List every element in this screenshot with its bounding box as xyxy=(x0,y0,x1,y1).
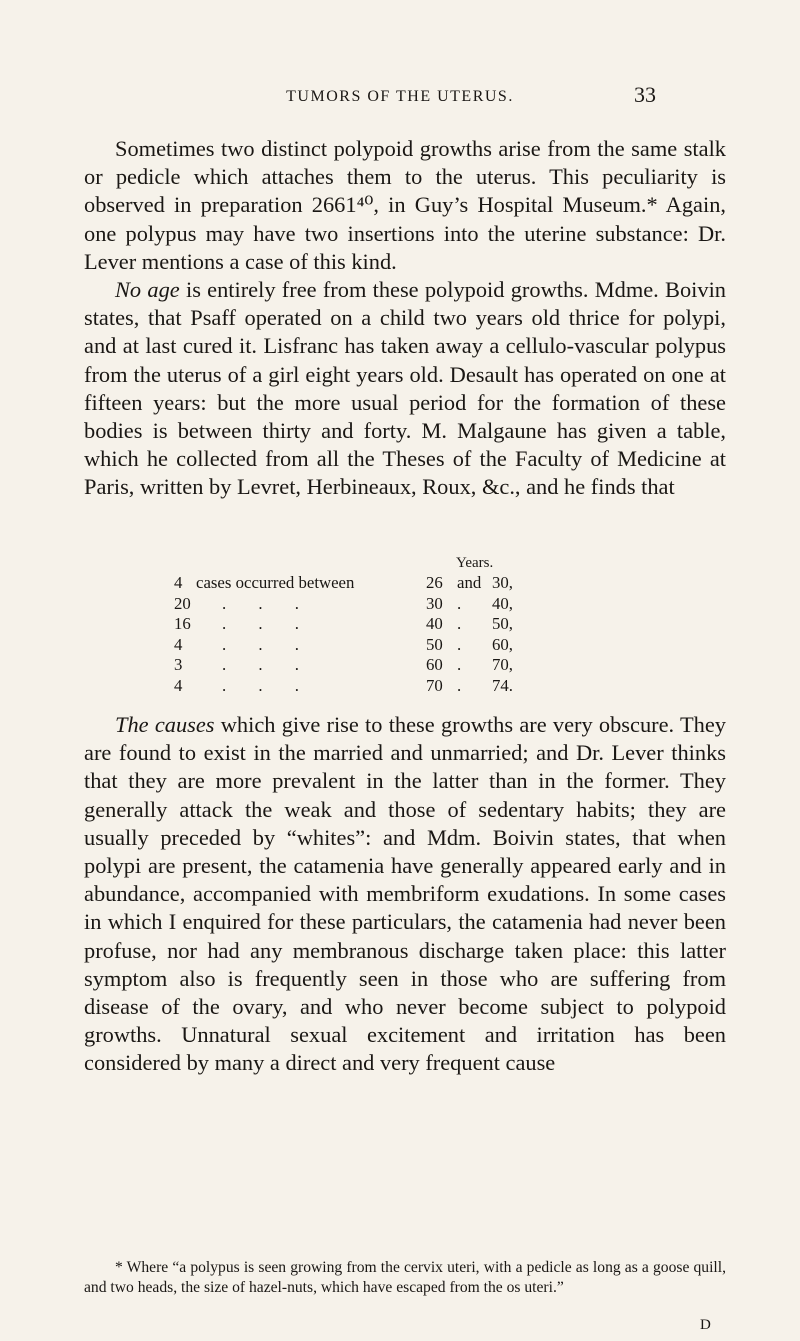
paragraph-3-lead: The causes xyxy=(115,712,215,737)
table-cell-separator: . xyxy=(457,675,462,695)
table-cell-to: 70, xyxy=(492,655,513,675)
table-row xyxy=(174,655,584,676)
table-rows xyxy=(174,573,584,697)
age-table xyxy=(174,553,584,697)
paragraph-3 xyxy=(84,711,726,1078)
table-cell-separator: . xyxy=(457,593,462,613)
table-cell-count: 4 xyxy=(174,573,183,592)
page-header xyxy=(0,82,800,112)
table-cell-separator: . xyxy=(457,614,462,634)
paragraph-2 xyxy=(84,276,726,502)
table-cell-from: 30 xyxy=(426,593,443,613)
signature-mark: D xyxy=(700,1317,711,1333)
table-cell-dots: . . . xyxy=(222,614,299,634)
footnote xyxy=(84,1258,726,1297)
table-cell-words: cases occurred between xyxy=(196,573,355,592)
table-cell-dots: . . . xyxy=(222,634,299,654)
table-cell-to: 30, xyxy=(492,573,513,592)
table-cell-count: 16 xyxy=(174,614,191,634)
years-label: Years. xyxy=(456,555,494,571)
paragraph-3-rest: which give rise to these growths are very obscure. They are found to exist in the married and unmarried; and Dr. Lever thinks that they are more prevalent in the latter than in the former. They generally attack the weak and those of sedentary habits; they are usually preceded by “whites”: and Mdm. Boivin states, that when polypi are present, the catamenia have generally appeared early and in abundance, accompanied with membriform exudations. In some cases in which I enquired for these particulars, the catamenia had never been profuse, nor had any membranous discharge taken place: this latter symptom also is frequently seen in those who are suffering from disease of the ovary, and who never become subject to polypoid growths. Unnatural sexual excitement and irritation has been considered by many a direct and very frequent cause xyxy=(84,712,726,1076)
table-cell-count: 3 xyxy=(174,655,183,675)
table-cell-separator: and xyxy=(457,573,482,592)
table-cell-from: 40 xyxy=(426,614,443,634)
table-cell-separator: . xyxy=(457,655,462,675)
table-cell-from: 70 xyxy=(426,675,443,695)
footnote-text: * Where “a polypus is seen growing from the cervix uteri, with a pedicle as long as a goose quill, and two heads, the size of hazel-nuts, which have escaped from the os uteri.” xyxy=(84,1259,726,1296)
paragraph-2-lead: No age xyxy=(115,277,180,303)
paragraph-2-rest: is entirely free from these polypoid growths. Mdme. Boivin states, that Psaff operated on a child two years old thrice for polypi, and at last cured it. Lisfranc has taken away a cellulo-vascular polypus from the uterus of a girl eight years old. Desault has operated on one at fifteen years: but the more usual period for the formation of these bodies is between thirty and forty. M. Malgaune has given a table, which he collected from all the Theses of the Faculty of Medicine at Paris, written by Levret, Herbineaux, Roux, &c., and he finds that xyxy=(84,277,726,500)
body-text-top xyxy=(84,135,726,502)
table-cell-separator: . xyxy=(457,634,462,654)
table-cell-to: 50, xyxy=(492,614,513,634)
table-cell-from: 60 xyxy=(426,655,443,675)
running-head: TUMORS OF THE UTERUS. xyxy=(286,88,514,105)
table-row xyxy=(174,594,584,615)
table-row xyxy=(174,635,584,656)
table-cell-from: 26 xyxy=(426,573,443,592)
table-cell-dots: . . . xyxy=(222,593,299,613)
table-cell-count: 20 xyxy=(174,593,191,613)
body-text-bottom xyxy=(84,711,726,1078)
table-cell-to: 60, xyxy=(492,634,513,654)
table-cell-dots: . . . xyxy=(222,655,299,675)
paragraph-1: Sometimes two distinct polypoid growths arise from the same stalk or pedicle which attaches them to the uterus. This peculiarity is observed in preparation 2661⁴⁰, in Guy’s Hospital Museum.* Again, one polypus may have two insertions into the uterine substance: Dr. Lever mentions a case of this kind. xyxy=(84,136,726,274)
table-row xyxy=(174,614,584,635)
table-row xyxy=(174,676,584,697)
table-years-header xyxy=(174,553,584,573)
page-number: 33 xyxy=(634,82,656,107)
table-cell-from: 50 xyxy=(426,634,443,654)
table-cell-dots: . . . xyxy=(222,675,299,695)
table-row xyxy=(174,573,584,594)
table-cell-count: 4 xyxy=(174,634,183,654)
table-cell-to: 40, xyxy=(492,593,513,613)
table-cell-count: 4 xyxy=(174,675,183,695)
table-cell-to: 74. xyxy=(492,675,513,695)
